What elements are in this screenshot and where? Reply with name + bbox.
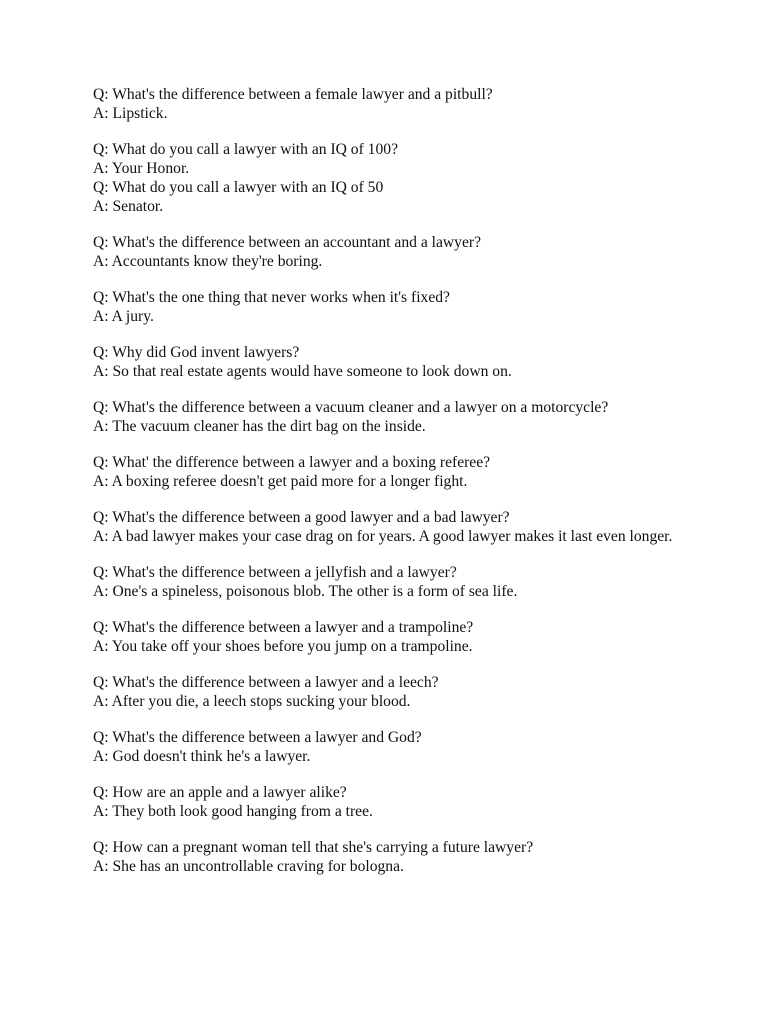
joke-block [93,398,693,436]
joke-block [93,343,693,381]
question-line: Q: What's the difference between a female lawyer and a pitbull? [93,86,493,103]
question-line: Q: What' the difference between a lawyer and a boxing referee? [93,454,491,471]
document-page [93,85,693,893]
joke-block [93,783,693,821]
question-line: Q: Why did God invent lawyers? [93,344,300,361]
question-line: Q: What's the difference between a vacuum cleaner and a lawyer on a motorcycle? [93,399,609,416]
joke-block [93,618,693,656]
joke-block [93,288,693,326]
question-line: Q: What's the difference between a lawyer and a trampoline? [93,619,474,636]
question-line: Q: What's the difference between a good lawyer and a bad lawyer? [93,509,510,526]
joke-block [93,838,693,876]
answer-line: A: You take off your shoes before you jump on a trampoline. [93,638,473,655]
joke-block [93,728,693,766]
joke-block [93,85,693,123]
answer-line: A: Senator. [93,198,164,215]
joke-block [93,508,693,546]
answer-line: A: Your Honor. [93,160,190,177]
question-line: Q: What's the difference between a jellyfish and a lawyer? [93,564,457,581]
answer-line: A: One's a spineless, poisonous blob. The other is a form of sea life. [93,583,518,600]
joke-block [93,233,693,271]
question-line: Q: What's the difference between a lawyer and a leech? [93,674,439,691]
answer-line: A: A jury. [93,308,154,325]
answer-line: A: A boxing referee doesn't get paid more for a longer fight. [93,473,468,490]
answer-line: A: The vacuum cleaner has the dirt bag on the inside. [93,418,426,435]
joke-block [93,453,693,491]
answer-line: A: A bad lawyer makes your case drag on for years. A good lawyer makes it last even longer. [93,528,673,545]
answer-line: A: Accountants know they're boring. [93,253,323,270]
answer-line: A: Lipstick. [93,105,168,122]
answer-line: A: She has an uncontrollable craving for bologna. [93,858,404,875]
question-line: Q: How are an apple and a lawyer alike? [93,784,347,801]
joke-block [93,673,693,711]
answer-line: A: After you die, a leech stops sucking your blood. [93,693,411,710]
question-line: Q: How can a pregnant woman tell that she's carrying a future lawyer? [93,839,534,856]
question-line: Q: What's the difference between an accountant and a lawyer? [93,234,481,251]
question-line: Q: What do you call a lawyer with an IQ of 100? [93,141,398,158]
question-line: Q: What's the one thing that never works when it's fixed? [93,289,450,306]
answer-line: A: God doesn't think he's a lawyer. [93,748,311,765]
joke-block [93,140,693,216]
question-line: Q: What do you call a lawyer with an IQ of 50 [93,179,384,196]
joke-block [93,563,693,601]
answer-line: A: So that real estate agents would have someone to look down on. [93,363,512,380]
question-line: Q: What's the difference between a lawyer and God? [93,729,422,746]
answer-line: A: They both look good hanging from a tree. [93,803,373,820]
